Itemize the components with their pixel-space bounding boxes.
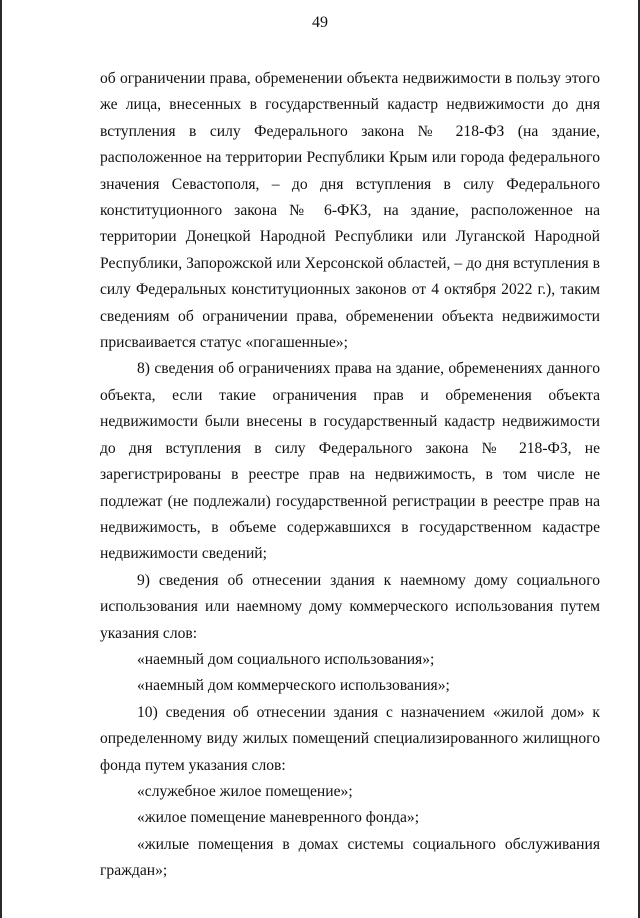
paragraph-quote-social-service: «жилые помещения в домах системы социального обслуживания граждан»; xyxy=(100,835,600,880)
paragraph-item-8: 8) сведения об ограничениях права на здание, обременениях данного объекта, если такие ограничения прав и обременения объекта недвижимости были внесены в государственный кадастр недвижимости до дня вступления в силу Федерального закона № 218-ФЗ, не зарегистрированы в реестре прав на недвижимость, в том числе не подлежат (не подлежали) государственной регистрации в реестре прав на недвижимость, в объеме содержавшихся в государственном кадастре недвижимости сведений; xyxy=(100,360,600,563)
paragraph-continuation: об ограничении права, обременении объекта недвижимости в пользу этого же лица, внесенных в государственный кадастр недвижимости до дня вступления в силу Федерального закона № 218-ФЗ (на здание, расположенное на территории Республики Крым или города федерального значения Севастополя, – до дня вступления в силу Федерального конституционного закона № 6-ФКЗ, на здание, расположенное на территории Донецкой Народной Республики или Луганской Народной Республики, Запорожской или Херсонской областей, – до дня вступления в силу Федеральных конституционных законов от 4 октября 2022 г.), таким сведениям об ограничении права, обременении объекта недвижимости присваивается статус «погашенные»; xyxy=(100,70,600,352)
paragraph-quote-social: «наемный дом социального использования»; xyxy=(137,650,435,668)
page-number: 49 xyxy=(312,14,328,31)
paragraph-quote-commercial: «наемный дом коммерческого использования»; xyxy=(137,677,450,695)
paragraph-quote-service: «служебное жилое помещение»; xyxy=(137,782,353,800)
paragraph-item-9: 9) сведения об отнесении здания к наемному дому социального использования или наемному дому коммерческого использования путем указания слов: xyxy=(100,571,600,642)
document-body xyxy=(100,66,600,885)
paragraph-quote-maneuver: «жилое помещение маневренного фонда»; xyxy=(137,809,420,827)
paragraph-item-10: 10) сведения об отнесении здания с назначением «жилой дом» к определенному виду жилых помещений специализированного жилищного фонда путем указания слов: xyxy=(100,703,600,774)
